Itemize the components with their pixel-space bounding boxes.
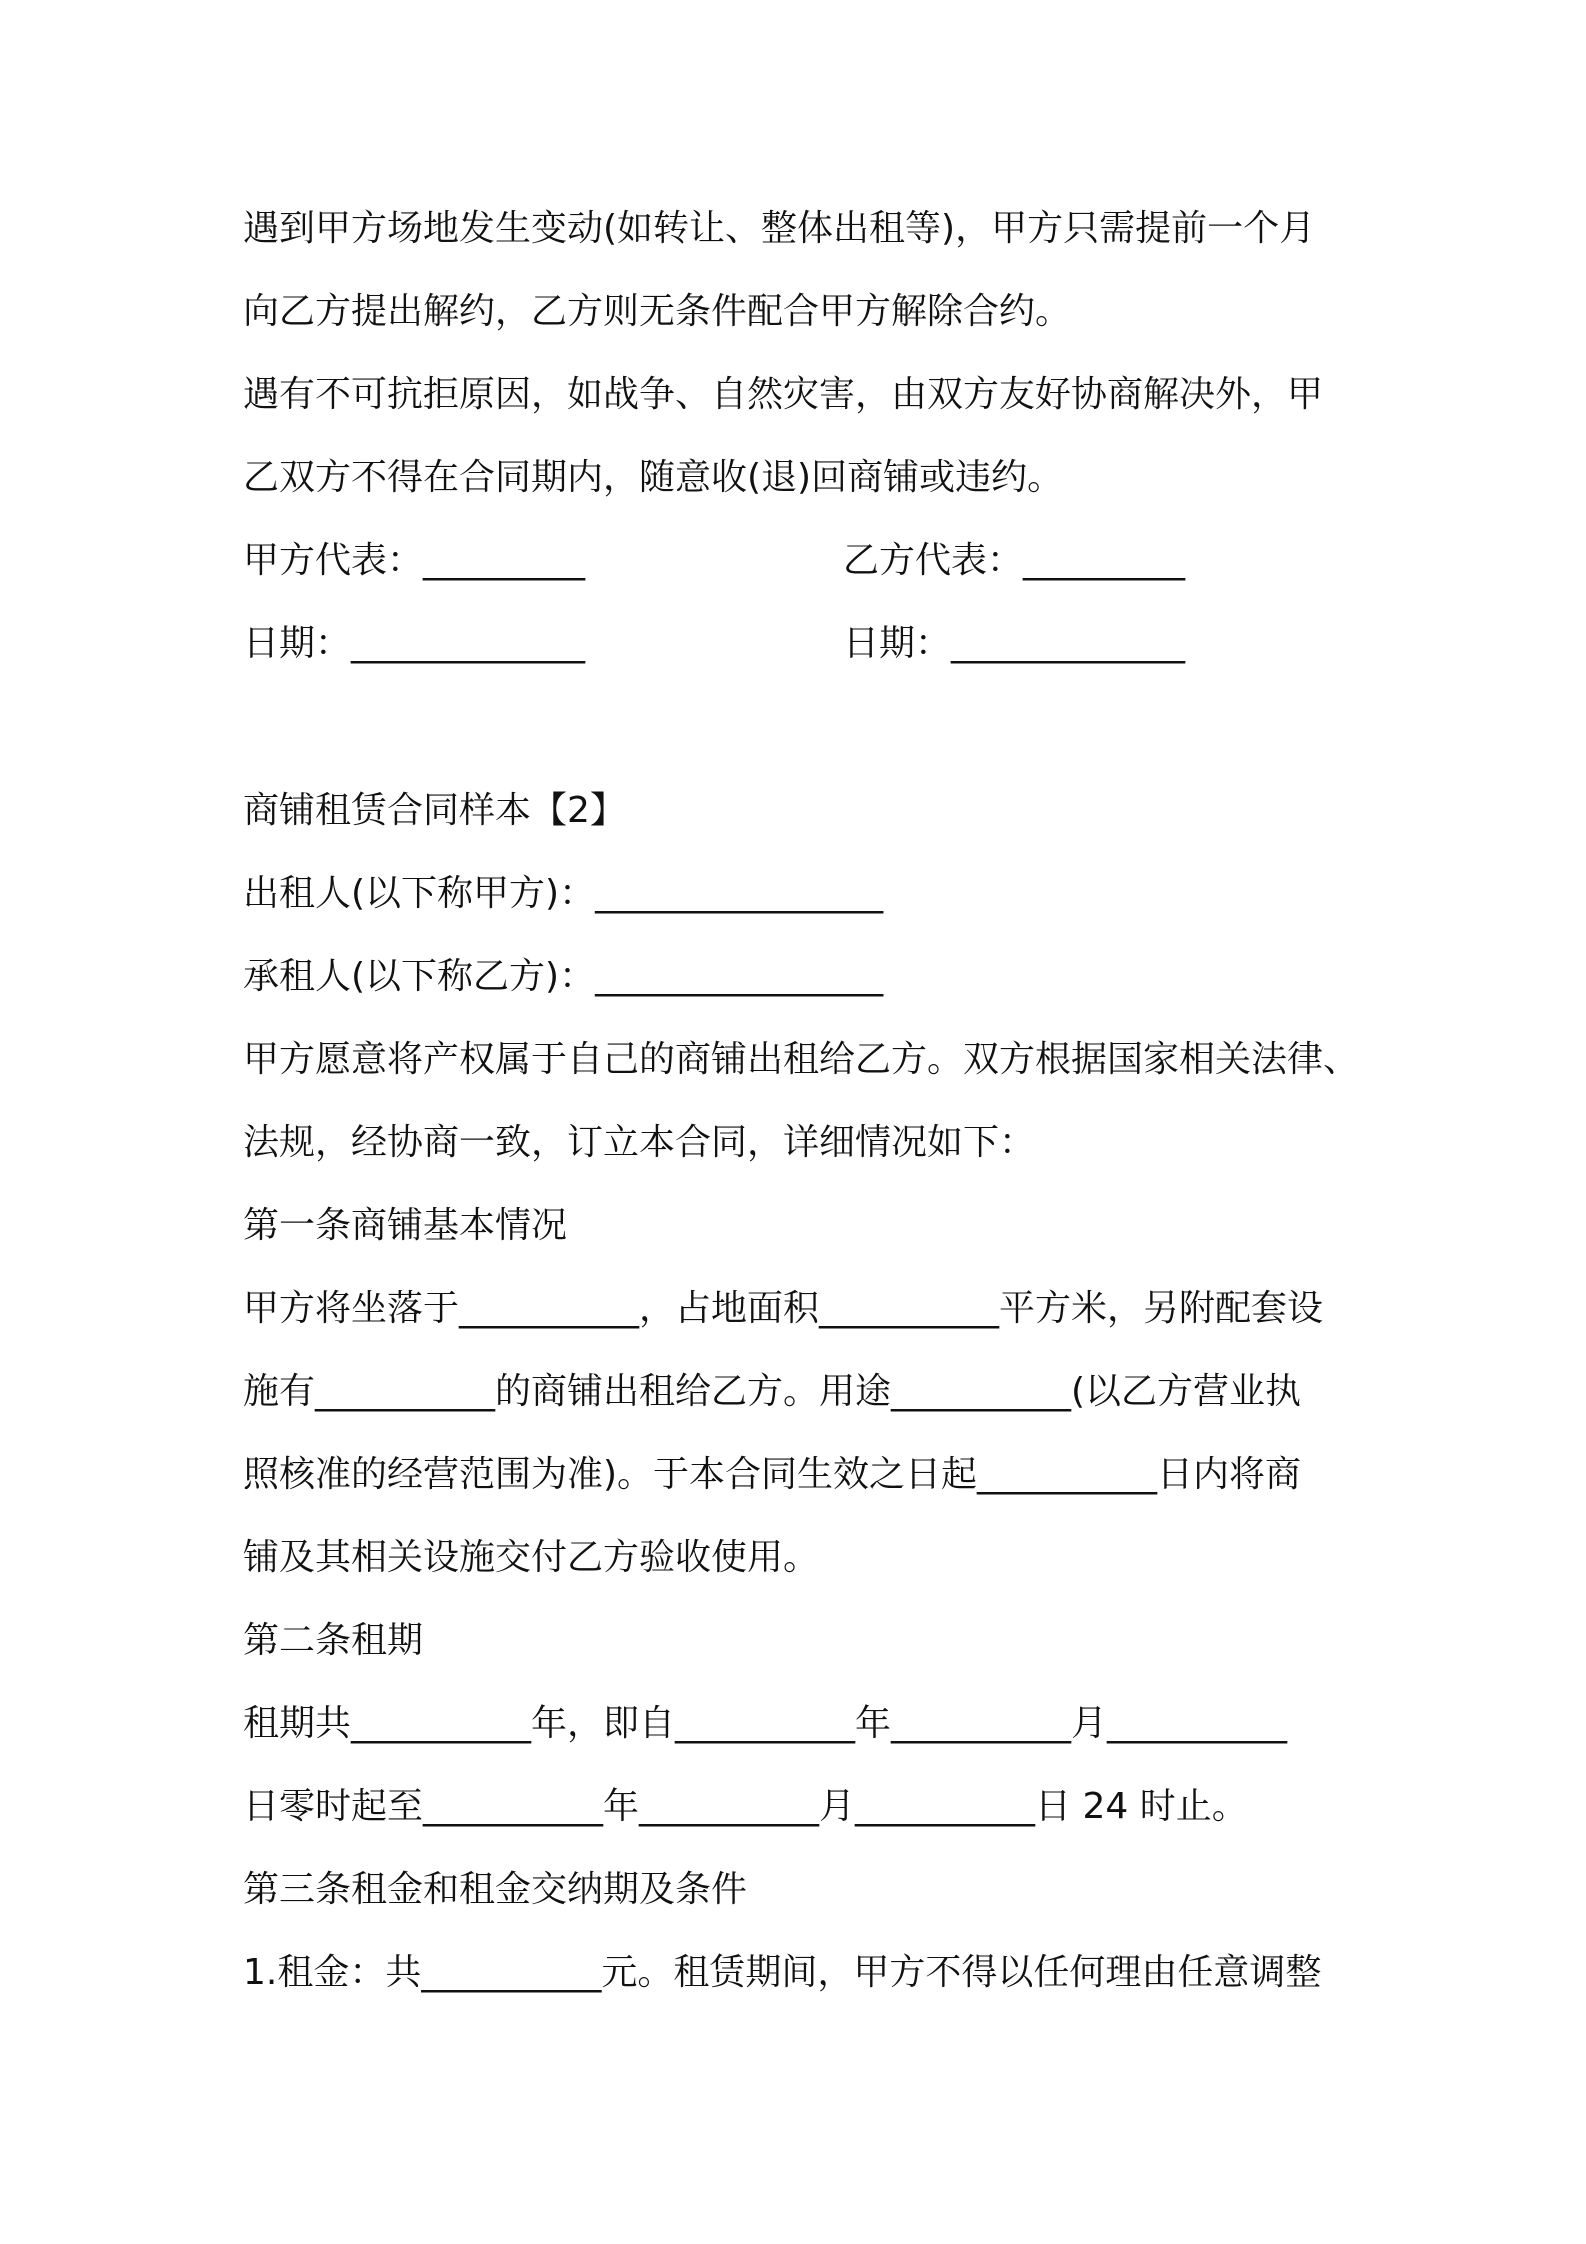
paragraph-line: 向乙方提出解约，乙方则无条件配合甲方解除合约。	[243, 291, 1072, 332]
article-1-line: 施有__________的商铺出租给乙方。用途__________(以乙方营业执	[243, 1371, 1302, 1412]
article-1-line: 甲方将坐落于__________，占地面积__________平方米，另附配套设	[243, 1288, 1324, 1329]
party-a-representative-field: 甲方代表：_________	[243, 540, 586, 581]
article-2-line: 日零时起至__________年__________月__________日 24 时止。	[243, 1786, 1248, 1827]
lessor-field: 出租人(以下称甲方)：________________	[243, 873, 884, 914]
section-title: 商铺租赁合同样本【2】	[243, 790, 626, 831]
article-3-line: 1.租金：共__________元。租赁期间，甲方不得以任何理由任意调整	[243, 1952, 1322, 1993]
intro-line: 法规，经协商一致，订立本合同，详细情况如下：	[243, 1122, 1036, 1163]
intro-line: 甲方愿意将产权属于自己的商铺出租给乙方。双方根据国家相关法律、	[243, 1039, 1360, 1080]
paragraph-line: 遇有不可抗拒原因，如战争、自然灾害，由双方友好协商解决外，甲	[243, 374, 1324, 415]
paragraph-line: 乙双方不得在合同期内，随意收(退)回商铺或违约。	[243, 457, 1064, 498]
party-b-representative-field: 乙方代表：_________	[843, 540, 1186, 581]
party-b-date-field: 日期：_____________	[843, 623, 1186, 664]
article-2-line: 租期共__________年，即自__________年__________月__________	[243, 1703, 1288, 1744]
article-1-title: 第一条商铺基本情况	[243, 1205, 568, 1246]
lessee-field: 承租人(以下称乙方)：________________	[243, 956, 884, 997]
party-a-date-field: 日期：_____________	[243, 623, 586, 664]
paragraph-line: 遇到甲方场地发生变动(如转让、整体出租等)，甲方只需提前一个月	[243, 208, 1316, 249]
article-2-title: 第二条租期	[243, 1620, 424, 1661]
article-1-line: 铺及其相关设施交付乙方验收使用。	[243, 1537, 820, 1578]
article-3-title: 第三条租金和租金交纳期及条件	[243, 1869, 748, 1910]
article-1-line: 照核准的经营范围为准)。于本合同生效之日起__________日内将商	[243, 1454, 1302, 1495]
